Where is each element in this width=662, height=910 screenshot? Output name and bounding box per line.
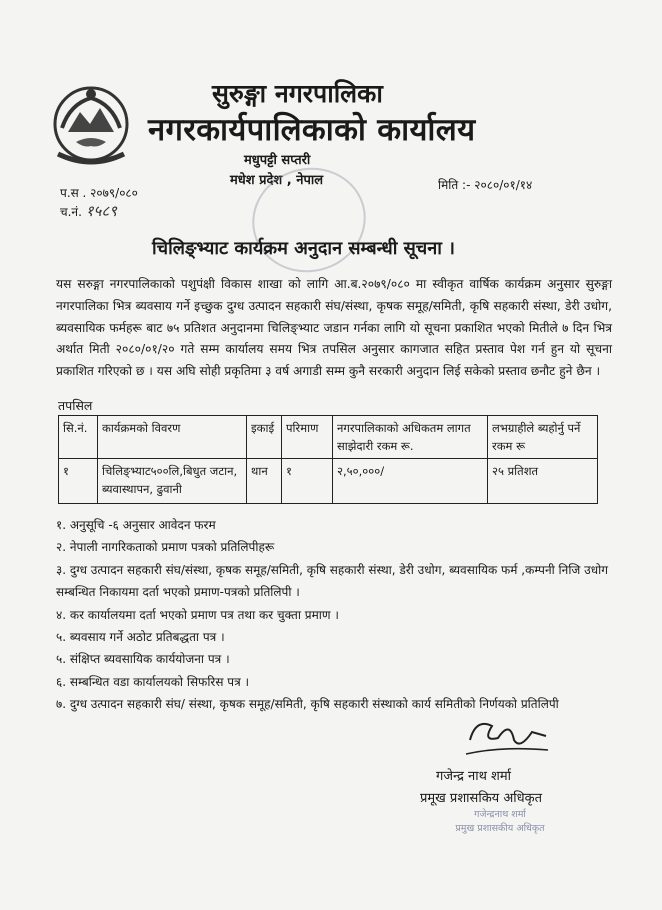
- signature-stamp: [448, 808, 552, 850]
- table-cell: २५ प्रतिशत: [488, 459, 598, 504]
- column-header: परिमाण: [282, 416, 333, 459]
- column-header: नगरपालिकाको अधिकतम लागत साझेदारी रकम रू.: [333, 416, 488, 459]
- list-item: ६. सम्बन्धित वडा कार्यालयको सिफरिस पत्र ।: [56, 674, 250, 689]
- notice-title: चिलिङ्भ्याट कार्यक्रम अनुदान सम्बन्धी सूचना ।: [152, 238, 455, 259]
- list-item: २. नेपाली नागरिकताको प्रमाण पत्रको प्रतिलिपीहरू: [56, 540, 275, 555]
- list-item: ५. संक्षिप्त ब्यवसायिक कार्ययोजना पत्र ।: [56, 652, 230, 667]
- office-name: नगरकार्यपालिकाको कार्यालय: [148, 112, 476, 148]
- details-label: तपसिल: [58, 398, 93, 413]
- stamp-name: गजेन्द्रनाथ शर्मा: [474, 809, 526, 820]
- list-item: १. अनुसूचि -६ अनुसार आवेदन फरम: [56, 518, 216, 532]
- signature-mark: [462, 710, 552, 760]
- required-documents-list: [56, 514, 616, 716]
- list-item: ५. ब्यवसाय गर्ने अठोट प्रतिबद्धता पत्र ।: [56, 630, 225, 645]
- office-place: मधुपट्टी सप्तरी: [244, 153, 311, 168]
- column-header: कार्यक्रमको विवरण: [98, 416, 247, 459]
- table-cell: चिलिङ्भ्याट५००लि,बिधुत जटान, ब्यवास्थापन, ढुवानी: [98, 459, 247, 504]
- dispatch-number: [60, 201, 117, 221]
- list-item: ७. दुग्ध उत्पादन सहकारी संघ/ संस्था, कृषक समूह/समिती, कृषि सहकारी संस्थाको कार्य समितीको निर्णयको प्रतिलिपी: [56, 697, 559, 712]
- signer-title: प्रमूख प्रशासकिय अधिकृत: [420, 791, 543, 806]
- notice-body: यस सरुङ्गा नगरपालिकाको पशुपंक्षी विकास शाखा को लागि आ.ब.२०७९/०८० मा स्वीकृत वार्षिक कार्यक्रम अनुसार सुरुङ्गा नगरपालिका भित्र ब्यवसाय गर्ने इच्छुक दुग्ध उत्पादन सहकारी संघ/संस्था, कृषक समूह/समिती, कृषि सहकारी संस्था, डेरी उधोग, ब्यवसायिक फर्महरू बाट ७५ प्रतिशत अनुदानमा चिलिङ्भ्याट जडान गर्नका लागि यो सूचना प्रकाशित भएको मितीले ७ दिन भित्र अर्थात मिती २०८०/०१/२० गते सम्म कार्यालय समय भित्र तपसिल अनुसार कागजात सहित प्रस्ताव पेश गर्न हुन यो सूचना प्रकाशित गरिएको छ । यस अघि सोही प्रकृतिमा ३ वर्ष अगाडी सम्म कुनै सरकारी अनुदान लिई सकेको प्रस्ताव छनौट हुने छैन ।: [56, 277, 612, 379]
- stamp-title: प्रमुख प्रशासकीय अधिकृत: [455, 823, 545, 834]
- column-header: लभग्राहीले ब्यहोर्नु पर्ने रकम रू: [488, 416, 598, 459]
- reference-number: प.स . २०७९/०८०: [60, 186, 138, 200]
- signer-name: गजेन्द्र नाथ शर्मा: [436, 769, 512, 784]
- nepal-emblem-icon: [50, 82, 132, 174]
- list-item: ३. दुग्ध उत्पादन सहकारी संघ/संस्था, कृषक समूह/समिती, कृषि सहकारी संस्था, डेरी उधोग, ब्यवसायिक फर्म ,कम्पनी निजि उधोग सम्बन्धित निकायमा दर्ता भएको प्रमाण-पत्रको प्रतिलिपी ।: [56, 562, 608, 600]
- list-item: ४. कर कार्यालयमा दर्ता भएको प्रमाण पत्र तथा कर चुक्ता प्रमाण ।: [56, 607, 339, 622]
- table-header-row: [59, 416, 598, 459]
- dispatch-number-label: च.नं.: [60, 205, 82, 219]
- table-cell: २,५०,०००/: [333, 459, 488, 504]
- column-header: सि.नं.: [59, 416, 98, 459]
- table-cell: १: [282, 459, 333, 504]
- column-header: इकाई: [247, 416, 282, 459]
- dispatch-number-value: १५८९: [85, 202, 117, 220]
- letter-date: मिति :- २०८०/०१/१४: [438, 178, 533, 192]
- municipality-name: सुरुङ्गा नगरपालिका: [212, 79, 383, 108]
- table-row: [59, 459, 598, 504]
- table-cell: १: [59, 459, 98, 504]
- office-province: मधेश प्रदेश , नेपाल: [230, 173, 324, 188]
- table-cell: थान: [247, 459, 282, 504]
- program-table: [58, 415, 598, 504]
